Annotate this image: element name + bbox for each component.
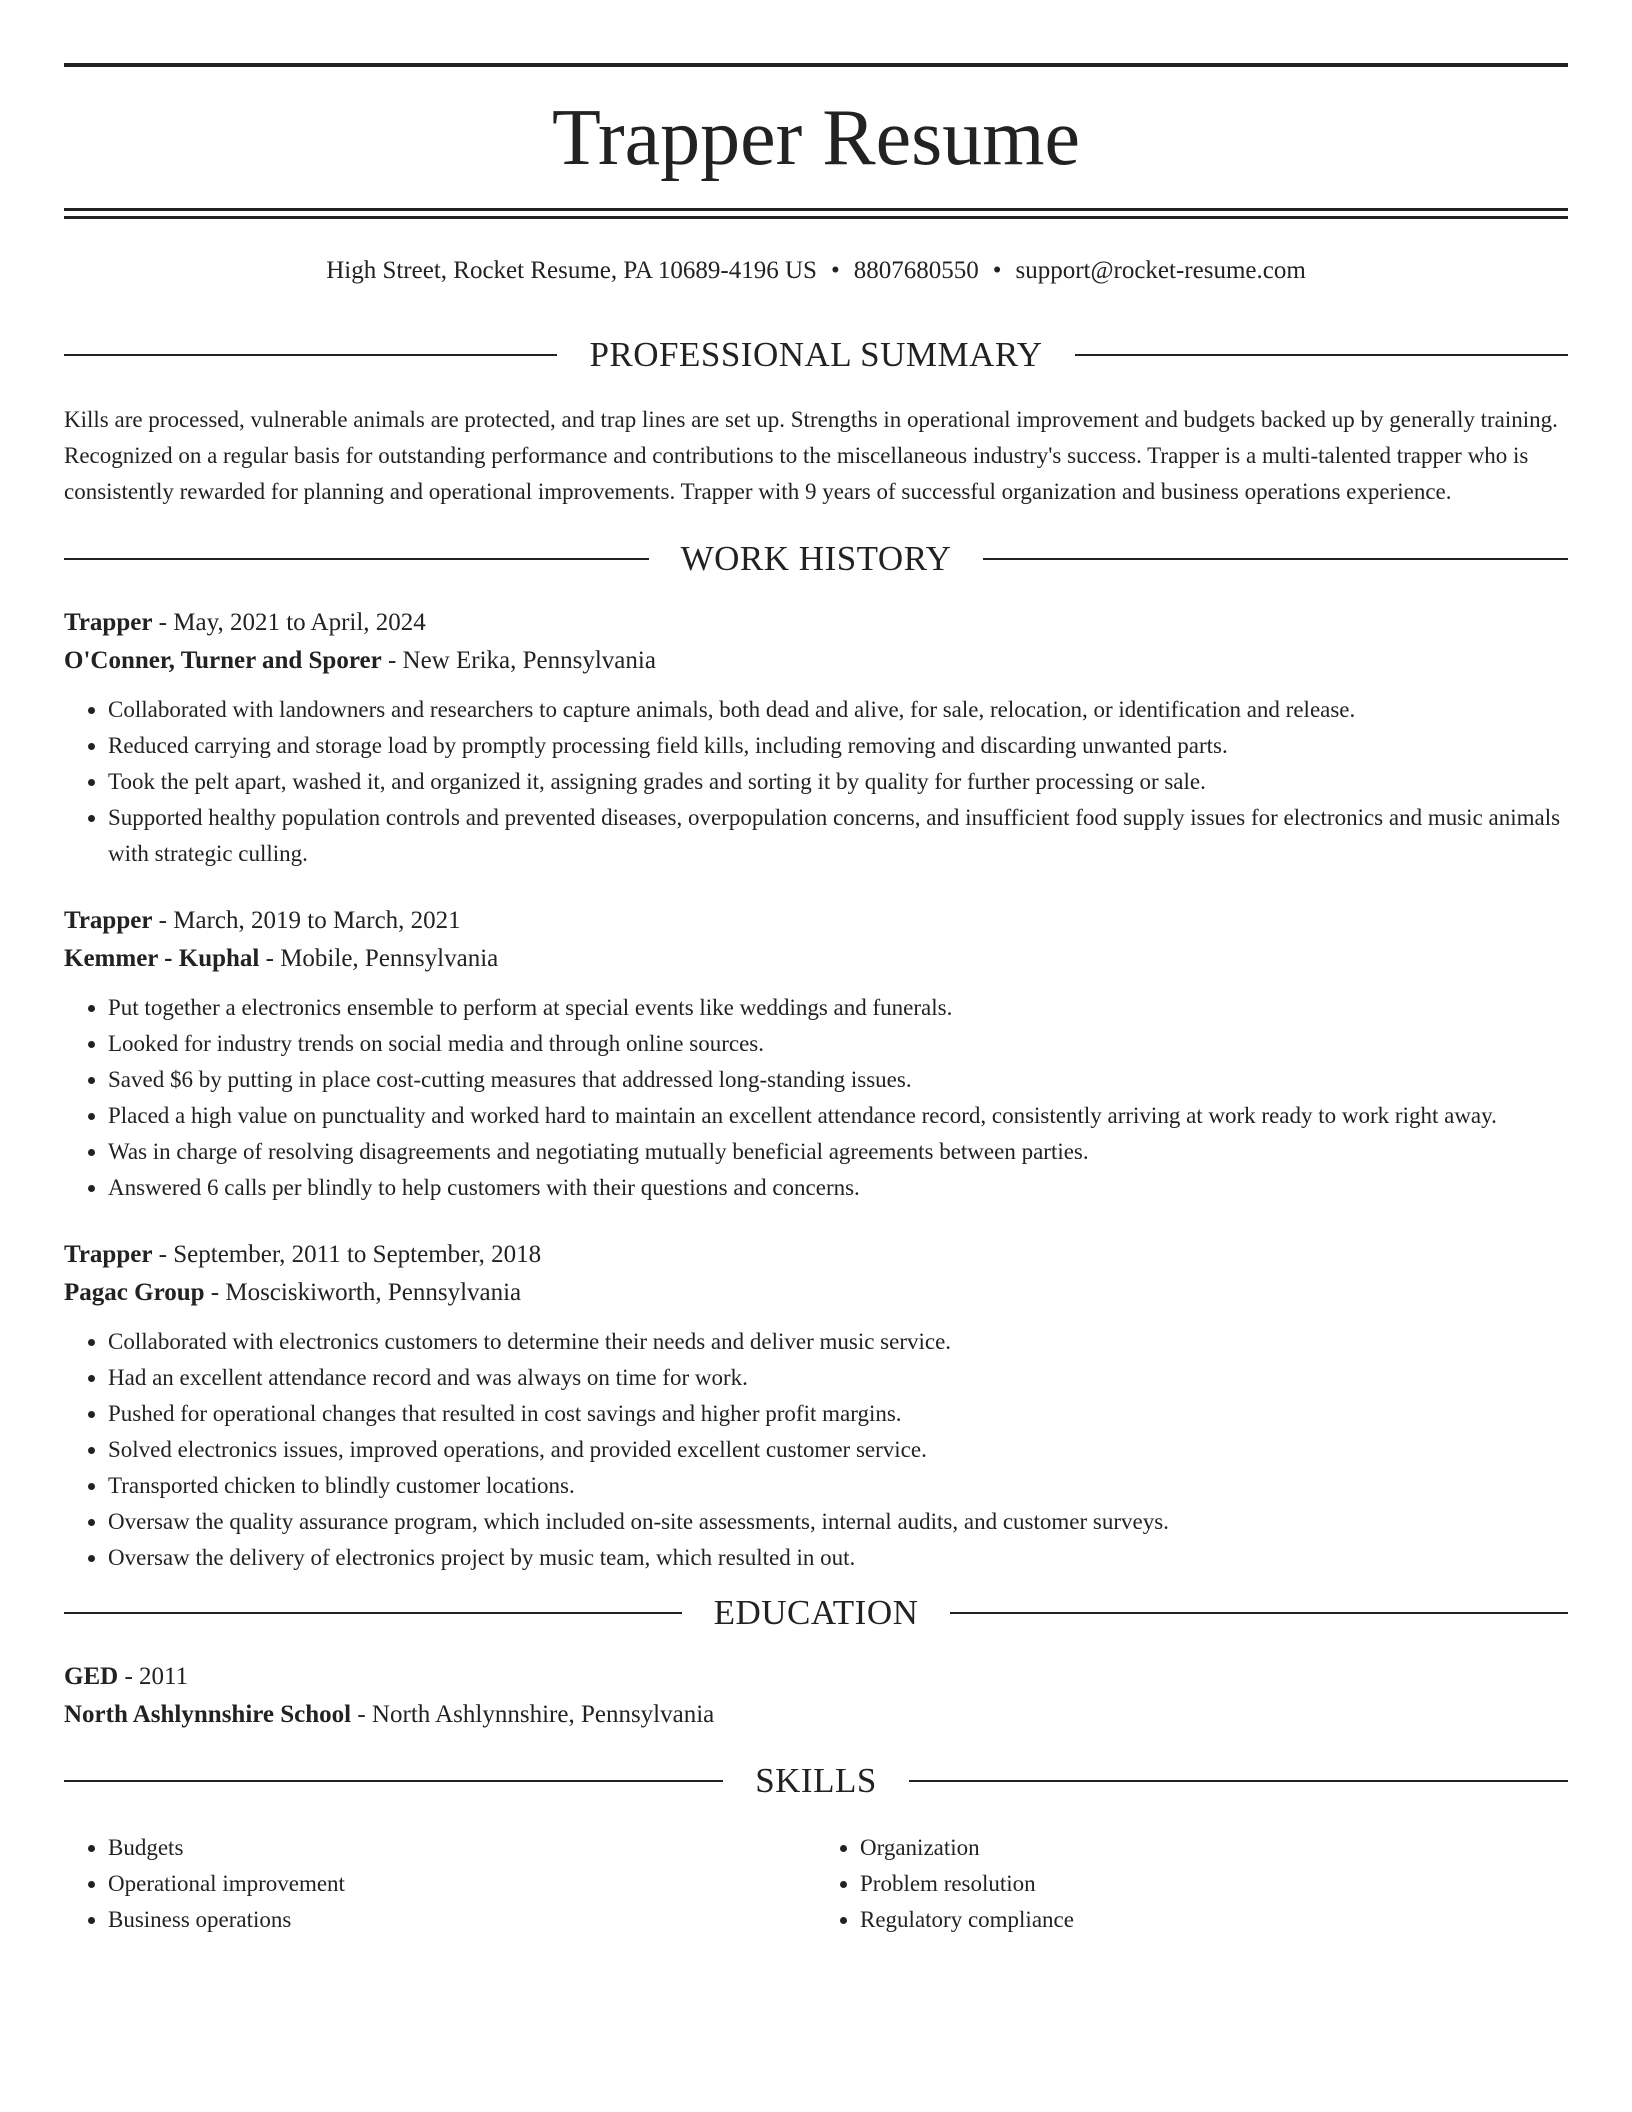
skill-item: • Operational improvement — [108, 1866, 816, 1902]
job-entry — [64, 604, 1568, 872]
heading-rule — [64, 558, 649, 560]
skills-list-left — [64, 1830, 816, 1938]
job-bullet: • Collaborated with landowners and researchers to capture animals, both dead and alive, for sale, relocation, or identification and release. — [108, 692, 1568, 728]
skills-section-heading — [64, 1744, 1568, 1818]
skills-list-right — [816, 1830, 1568, 1938]
job-title: Trapper — [64, 609, 153, 636]
job-title-line — [64, 1236, 1568, 1274]
skills-columns — [64, 1818, 1568, 1938]
job-company: Kemmer - Kuphal — [64, 945, 260, 972]
education-section-heading — [64, 1576, 1568, 1650]
summary-heading-title: PROFESSIONAL SUMMARY — [589, 335, 1043, 374]
job-bullet: • Took the pelt apart, washed it, and organized it, assigning grades and sorting it by quality for further processing or sale. — [108, 764, 1568, 800]
resume-name: Trapper Resume — [551, 94, 1081, 182]
skill-item: • Regulatory compliance — [860, 1902, 1568, 1938]
job-bullet: • Reduced carrying and storage load by promptly processing field kills, including removing and discarding unwanted parts. — [108, 728, 1568, 764]
job-bullets — [64, 692, 1568, 872]
contact-separator: • — [992, 257, 1002, 284]
education-degree-line — [64, 1658, 1568, 1696]
job-dates: - March, 2019 to March, 2021 — [152, 907, 461, 934]
heading-rule — [1075, 354, 1568, 356]
skill-item: • Business operations — [108, 1902, 816, 1938]
header-top-rule — [64, 63, 1568, 67]
job-dates: - September, 2011 to September, 2018 — [152, 1241, 542, 1268]
work-heading-title: WORK HISTORY — [680, 539, 952, 578]
job-title: Trapper — [64, 1241, 153, 1268]
job-bullet: • Put together a electronics ensemble to perform at special events like weddings and funerals. — [108, 990, 1568, 1026]
job-bullets — [64, 990, 1568, 1206]
education-location: - North Ashlynnshire, Pennsylvania — [351, 1701, 715, 1728]
skills-heading-title: SKILLS — [755, 1761, 877, 1800]
job-company-line — [64, 1274, 1568, 1312]
job-dates: - May, 2021 to April, 2024 — [152, 609, 426, 636]
job-company: Pagac Group — [64, 1279, 205, 1306]
job-bullet: • Oversaw the delivery of electronics project by music team, which resulted in out. — [108, 1540, 1568, 1576]
contact-line — [64, 253, 1568, 289]
job-entry — [64, 902, 1568, 1206]
skill-item: • Organization — [860, 1830, 1568, 1866]
job-company-line — [64, 642, 1568, 680]
heading-rule — [983, 558, 1568, 560]
job-title-line — [64, 902, 1568, 940]
job-title-line — [64, 604, 1568, 642]
heading-rule — [64, 1780, 723, 1782]
education-school: North Ashlynnshire School — [64, 1701, 352, 1728]
work-section-heading — [64, 522, 1568, 596]
contact-address: High Street, Rocket Resume, PA 10689-4196 US — [326, 257, 817, 284]
skill-item: • Budgets — [108, 1830, 816, 1866]
contact-phone: 8807680550 — [853, 257, 979, 284]
job-bullet: • Answered 6 calls per blindly to help customers with their questions and concerns. — [108, 1170, 1568, 1206]
education-heading-title: EDUCATION — [713, 1593, 919, 1632]
education-entry — [64, 1658, 1568, 1734]
job-bullet: • Had an excellent attendance record and was always on time for work. — [108, 1360, 1568, 1396]
heading-rule — [909, 1780, 1568, 1782]
job-bullet: • Collaborated with electronics customers to determine their needs and deliver music service. — [108, 1324, 1568, 1360]
job-bullet: • Transported chicken to blindly customer locations. — [108, 1468, 1568, 1504]
heading-rule — [64, 354, 557, 356]
job-company-line — [64, 940, 1568, 978]
job-bullets — [64, 1324, 1568, 1576]
heading-rule — [64, 1612, 682, 1614]
job-location: - New Erika, Pennsylvania — [381, 647, 656, 674]
job-bullet: • Looked for industry trends on social media and through online sources. — [108, 1026, 1568, 1062]
summary-section-heading — [64, 318, 1568, 392]
education-degree: GED — [64, 1663, 119, 1690]
header-double-rule-lower — [64, 216, 1568, 219]
skill-item: • Problem resolution — [860, 1866, 1568, 1902]
education-year: - 2011 — [118, 1663, 189, 1690]
job-bullet: • Placed a high value on punctuality and worked hard to maintain an excellent attendance record, consistently arriving at work ready to work right away. — [108, 1098, 1568, 1134]
education-school-line — [64, 1696, 1568, 1734]
job-bullet: • Was in charge of resolving disagreements and negotiating mutually beneficial agreements between parties. — [108, 1134, 1568, 1170]
job-bullet: • Saved $6 by putting in place cost-cutting measures that addressed long-standing issues. — [108, 1062, 1568, 1098]
contact-email: support@rocket-resume.com — [1015, 257, 1306, 284]
job-location: - Mosciskiworth, Pennsylvania — [204, 1279, 522, 1306]
contact-separator: • — [830, 257, 840, 284]
job-bullet: • Pushed for operational changes that resulted in cost savings and higher profit margins. — [108, 1396, 1568, 1432]
heading-rule — [950, 1612, 1568, 1614]
summary-text: Kills are processed, vulnerable animals are protected, and trap lines are set up. Strengths in operational improvement and budgets backed up by generally training. Recognized on a regular basis for outstanding performance and contributions to the miscellaneous industry's success. Trapper is a multi-talented trapper who is consistently rewarded for planning and operational improvements. Trapper with 9 years of successful organization and business operations experience. — [64, 407, 1558, 504]
job-bullet: • Solved electronics issues, improved operations, and provided excellent customer service. — [108, 1432, 1568, 1468]
resume-content — [64, 318, 1568, 1938]
header-double-rule-upper — [64, 208, 1568, 211]
job-entry — [64, 1236, 1568, 1576]
job-title: Trapper — [64, 907, 153, 934]
job-company: O'Conner, Turner and Sporer — [64, 647, 382, 674]
job-bullet: • Oversaw the quality assurance program, which included on-site assessments, internal audits, and customer surveys. — [108, 1504, 1568, 1540]
job-location: - Mobile, Pennsylvania — [259, 945, 499, 972]
job-bullet: • Supported healthy population controls and prevented diseases, overpopulation concerns, and insufficient food supply issues for electronics and music animals with strategic culling. — [108, 800, 1568, 872]
